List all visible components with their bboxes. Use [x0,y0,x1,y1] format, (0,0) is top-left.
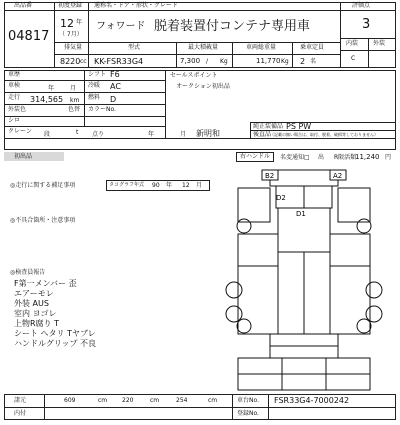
inspector-line: エアーモレ [14,289,54,298]
gross-label: 車両総重量 [246,44,277,51]
crane-ton: t [76,129,79,136]
exit-label: 出 [318,154,325,161]
name-label: 通称名・ドア・形状・グレード [94,2,178,9]
max-load-sep: / [206,58,209,65]
model-title: 脱着装置付コンテナ専用車 [154,19,311,34]
crane-label: クレーン [8,128,32,135]
damage-diagram [224,166,384,398]
displacement-unit: cc [80,58,87,65]
color-change-label: 色替 [68,106,81,113]
mark-d1: D1 [296,210,306,218]
color-no-label: カラーNo. [88,106,116,113]
shift-label: シフト [88,71,107,78]
maker-name: フォワード [96,21,146,32]
reg-label: 登録No. [237,410,259,417]
first-reg-year-unit: 年 [76,19,83,26]
displacement-value: 8220 [60,57,81,66]
capacity-label: 乗車定員 [300,44,325,51]
mark-d2: D2 [276,194,286,202]
inspector-line: ハンドルグリップ 不良 [14,339,97,348]
name-change-box: □ [304,154,310,161]
mark-b2: B2 [265,172,275,180]
handle-badge: 右ハンドル [236,152,274,162]
inspector-line: F第一メンバー 歪 [14,279,77,288]
max-load-kg: Kg [220,58,228,65]
axle-unit: 円 [385,154,392,161]
tacho-month-unit: 月 [196,182,203,189]
shift-value: F6 [110,70,120,79]
dim-width-unit: cm [150,397,160,404]
gross-value: 11,770 [256,57,281,65]
first-listing-badge: 初出品 [14,153,33,160]
dim-length-unit: cm [98,397,108,404]
defects-label: ◎不具合箇所・注意事項 [10,217,76,224]
tacho-year: 90 [152,182,160,189]
mileage-note-label: ◎走行に関する補足事項 [10,182,76,189]
first-listing-badge-bg [4,152,64,161]
vendor-label: 内付 [14,410,27,417]
body-history-label: 車歴 [8,71,21,78]
displacement-label: 排気量 [64,44,83,51]
tacho-month: 12 [182,182,190,189]
capacity-value: 2 [300,57,306,66]
equipment-value: PS PW [286,122,312,131]
fuel-label: 燃料 [88,94,101,101]
mileage-unit: km [70,97,80,104]
ext-color-label: 外装色 [8,106,27,113]
tacho-year-unit: 年 [166,182,173,189]
max-load-label: 最大積載量 [188,44,219,51]
crane-point: 点り [92,131,105,138]
dim-height-unit: cm [208,397,218,404]
inspector-label: ◎検査員報告 [10,269,46,276]
axle-label: R限活類 [334,154,357,161]
date-month: 月 [180,131,187,138]
equipment-extra-label: 後直品 [253,131,272,138]
inspector-line: 室内 ヨゴレ [14,309,57,318]
ext-color-value: シロ [8,117,21,124]
inspector-line: 上物R腐り T [14,319,59,328]
model-code-label: 型式 [128,44,141,51]
seller-name: 新明和 [196,129,220,138]
interior-label: 内装 [346,40,359,47]
name-change-label: 名変通知 [280,154,305,161]
selling-points-text: オークション初出品 [176,83,230,90]
dims-label: 諸元 [14,397,27,404]
max-load-value: 7,300 [180,57,201,65]
selling-points-label: セールスポイント [170,72,218,79]
exterior-label: 外装 [373,40,386,47]
first-reg-year: 12 [60,17,74,30]
inspection-year: 年 [48,85,55,92]
mileage-value: 314,565 [30,95,64,104]
inspection-month: 月 [70,85,77,92]
chassis-label: 車台No. [237,397,259,404]
model-code-value: KK-FSR33G4 [94,57,144,66]
eval-label: 評価点 [352,2,371,9]
chassis-number: FSR33G4-7000242 [274,396,350,405]
equipment-extra-note: （記載の無い場合は、取付、脱着、破損等しておりません） [270,132,378,137]
eval-score: 3 [362,17,371,32]
exterior-grade: C [351,55,356,62]
lot-number: 04817 [8,29,50,44]
first-reg-label: 初度登録 [58,2,83,9]
crane-stage: 段 [44,131,51,138]
date-year: 年 [148,131,155,138]
dim-width: 220 [122,397,134,404]
capacity-unit: 名 [310,58,317,65]
fuel-value: D [110,95,117,104]
first-reg-month: （ 7月） [59,31,83,38]
tacho-label: タコグラフ年式 [109,182,145,188]
inspection-label: 車検 [8,82,21,89]
ac-label: 冷暖 [88,82,101,89]
dim-height: 254 [176,397,188,404]
mileage-label: 走行 [8,94,21,101]
inspector-line: シート ヘタリ Tヤブレ [14,329,96,338]
equipment-label: 純正装備品 [253,123,284,130]
lot-label: 出品番 [14,2,33,9]
gross-unit: Kg [281,58,289,65]
inspector-line: 外装 AUS [14,299,49,308]
axle-value: 11,240 [355,153,380,161]
mark-a2: A2 [333,172,343,180]
dim-length: 609 [64,397,76,404]
ac-value: AC [110,82,121,91]
